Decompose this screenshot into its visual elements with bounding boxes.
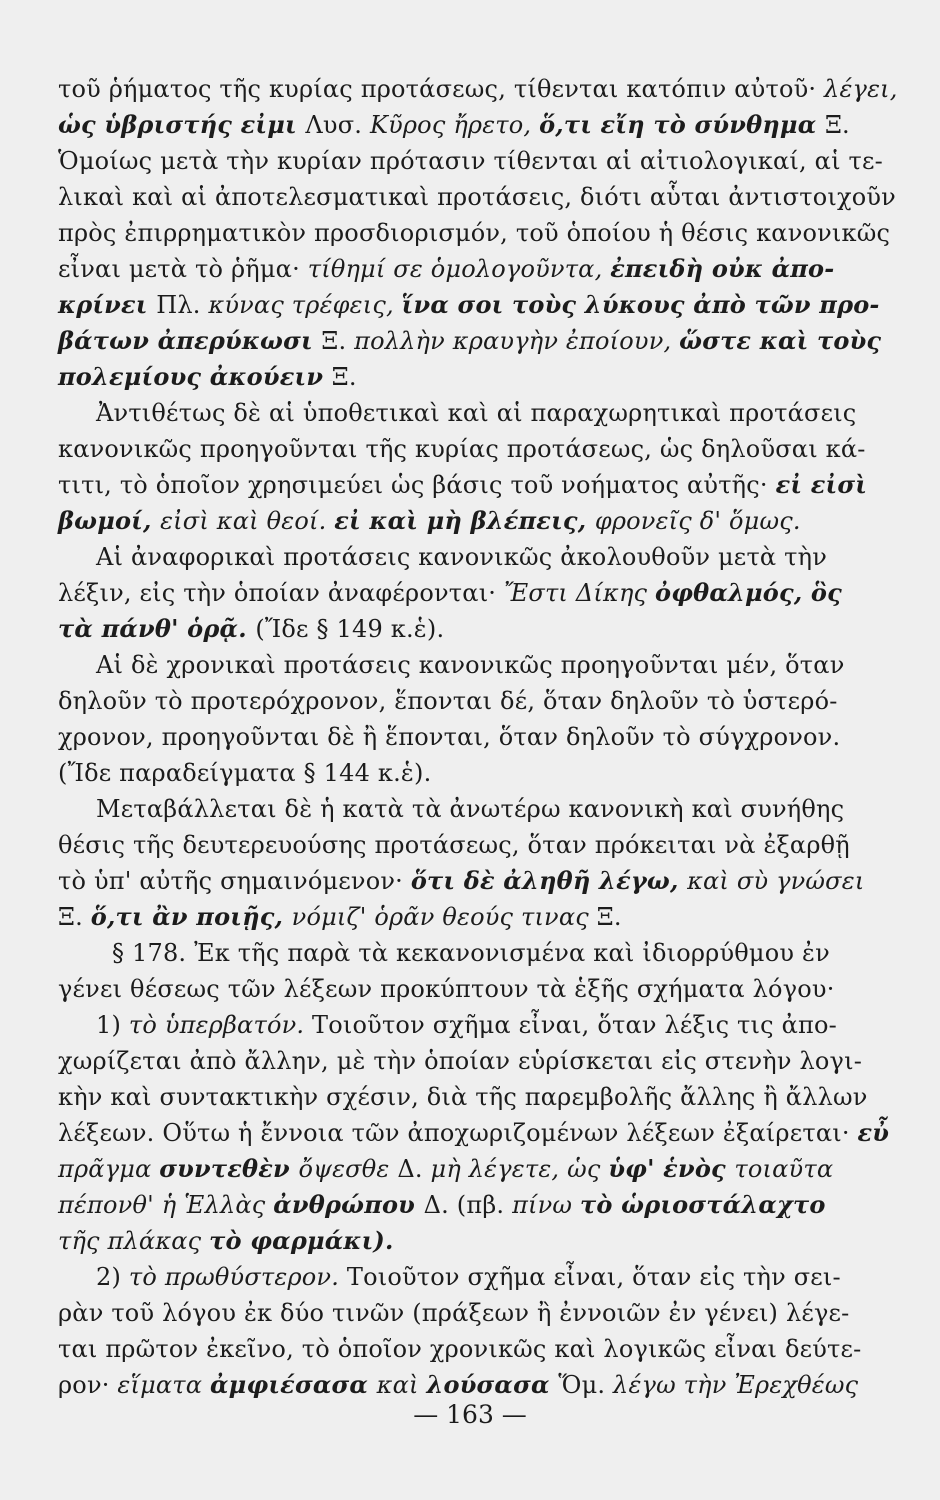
- text-line: τοῦ ῥήματος τῆς κυρίας προτάσεως, τίθενται κατόπιν αὐτοῦ· λέγει,: [58, 75, 898, 103]
- text-line: ται πρῶτον ἐκεῖνο, τὸ ὁποῖον χρονικῶς καὶ λογικῶς εἶναι δεύτε-: [58, 1335, 862, 1363]
- text-line: κανονικῶς προηγοῦνται τῆς κυρίας προτάσεως, ὡς δηλοῦσαι κά-: [58, 435, 866, 463]
- text-line: (Ἴδε παραδείγματα § 144 κ.ἑ).: [58, 759, 432, 787]
- text-line: δηλοῦν τὸ προτερόχρονον, ἕπονται δέ, ὅταν δηλοῦν τὸ ὑστερό-: [58, 687, 838, 715]
- section-heading-line: § 178. Ἐκ τῆς παρὰ τὰ κεκανονισμένα καὶ ἰδιορρύθμου ἐν: [112, 939, 830, 967]
- text-line: λέξεων. Οὕτω ἡ ἔννοια τῶν ἀποχωριζομένων λέξεων ἐξαίρεται· εὖ: [58, 1118, 890, 1147]
- text-line: πρᾶγμα συντεθὲν ὄψεσθε Δ. μὴ λέγετε, ὡς ὑφ' ἑνὸς τοιαῦτα: [58, 1154, 834, 1183]
- text-line: πρὸς ἐπιρρηματικὸν προσδιορισμόν, τοῦ ὁποίου ἡ θέσις κανονικῶς: [58, 219, 891, 247]
- text-line: κὴν καὶ συντακτικὴν σχέσιν, διὰ τῆς παρεμβολῆς ἄλλης ἢ ἄλλων: [58, 1083, 868, 1111]
- text-line: πολεμίους ἀκούειν Ξ.: [58, 362, 357, 391]
- text-line: τῆς πλάκας τὸ φαρμάκι).: [58, 1226, 394, 1255]
- text-line: τὰ πάνθ' ὁρᾷ. (Ἴδε § 149 κ.ἑ).: [58, 614, 445, 643]
- text-line: τὸ ὑπ' αὐτῆς σημαινόμενον· ὅτι δὲ ἀληθῆ λέγω, καὶ σὺ γνώσει: [58, 866, 865, 895]
- text-line: γένει θέσεως τῶν λέξεων προκύπτουν τὰ ἑξῆς σχήματα λόγου·: [58, 975, 835, 1003]
- text-line: Αἱ ἀναφορικαὶ προτάσεις κανονικῶς ἀκολουθοῦν μετὰ τὴν: [96, 543, 827, 571]
- text-line: 2) τὸ πρωθύστερον. Τοιοῦτον σχῆμα εἶναι, ὅταν εἰς τὴν σει-: [96, 1263, 841, 1291]
- text-line: χωρίζεται ἀπὸ ἄλλην, μὲ τὴν ὁποίαν εὑρίσκεται εἰς στενὴν λογι-: [58, 1047, 863, 1075]
- text-line: Ὁμοίως μετὰ τὴν κυρίαν πρότασιν τίθενται αἱ αἰτιολογικαί, αἱ τε-: [58, 147, 883, 175]
- text-line: βωμοί, εἰσὶ καὶ θεοί. εἰ καὶ μὴ βλέπεις, φρονεῖς δ' ὅμως.: [58, 506, 801, 535]
- text-line: χρονον, προηγοῦνται δὲ ἢ ἕπονται, ὅταν δηλοῦν τὸ σύγχρονον.: [58, 723, 841, 751]
- text-line: πέπονθ' ἡ Ἑλλὰς ἀνθρώπου Δ. (πβ. πίνω τὸ ὡριοστάλαχτο: [58, 1190, 826, 1219]
- text-line: κρίνει Πλ. κύνας τρέφεις, ἵνα σοι τοὺς λύκους ἀπὸ τῶν προ-: [58, 290, 880, 319]
- text-line: βάτων ἀπερύκωσι Ξ. πολλὴν κραυγὴν ἐποίουν, ὥστε καὶ τοὺς: [58, 326, 882, 355]
- text-line: Ξ. ὅ,τι ἂν ποιῇς, νόμιζ' ὁρᾶν θεούς τινας Ξ.: [58, 902, 622, 931]
- section-number: § 178.: [112, 939, 195, 967]
- text-line: λικαὶ καὶ αἱ ἀποτελεσματικαὶ προτάσεις, διότι αὗται ἀντιστοιχοῦν: [58, 183, 896, 211]
- text-line: Ἀντιθέτως δὲ αἱ ὑποθετικαὶ καὶ αἱ παραχωρητικαὶ προτάσεις: [96, 399, 857, 427]
- text-line: Μεταβάλλεται δὲ ἡ κατὰ τὰ ἀνωτέρω κανονικὴ καὶ συνήθης: [96, 795, 845, 823]
- text-line: θέσις τῆς δευτερευούσης προτάσεως, ὅταν πρόκειται νὰ ἐξαρθῇ: [58, 831, 850, 859]
- text-line: Αἱ δὲ χρονικαὶ προτάσεις κανονικῶς προηγοῦνται μέν, ὅταν: [96, 651, 845, 679]
- text-line: ρον· εἵματα ἀμφιέσασα καὶ λούσασα Ὅμ. λέγω τὴν Ἐρεχθέως: [58, 1370, 859, 1399]
- text-line: ὡς ὑβριστής εἰμι Λυσ. Κῦρος ἤρετο, ὅ,τι εἴη τὸ σύνθημα Ξ.: [58, 110, 850, 139]
- text-line: ρὰν τοῦ λόγου ἐκ δύο τινῶν (πράξεων ἢ ἐννοιῶν ἐν γένει) λέγε-: [58, 1299, 850, 1327]
- text-line: λέξιν, εἰς τὴν ὁποίαν ἀναφέρονται· Ἔστι Δίκης ὀφθαλμός, ὃς: [58, 578, 842, 607]
- text-line: τιτι, τὸ ὁποῖον χρησιμεύει ὡς βάσις τοῦ νοήματος αὐτῆς· εἰ εἰσὶ: [58, 470, 868, 499]
- text-line: 1) τὸ ὑπερβατόν. Τοιοῦτον σχῆμα εἶναι, ὅταν λέξις τις ἀπο-: [96, 1011, 837, 1039]
- page-number: — 163 —: [413, 1400, 527, 1429]
- text-line: εἶναι μετὰ τὸ ῥῆμα· τίθημί σε ὁμολογοῦντα, ἐπειδὴ οὐκ ἀπο-: [58, 254, 835, 283]
